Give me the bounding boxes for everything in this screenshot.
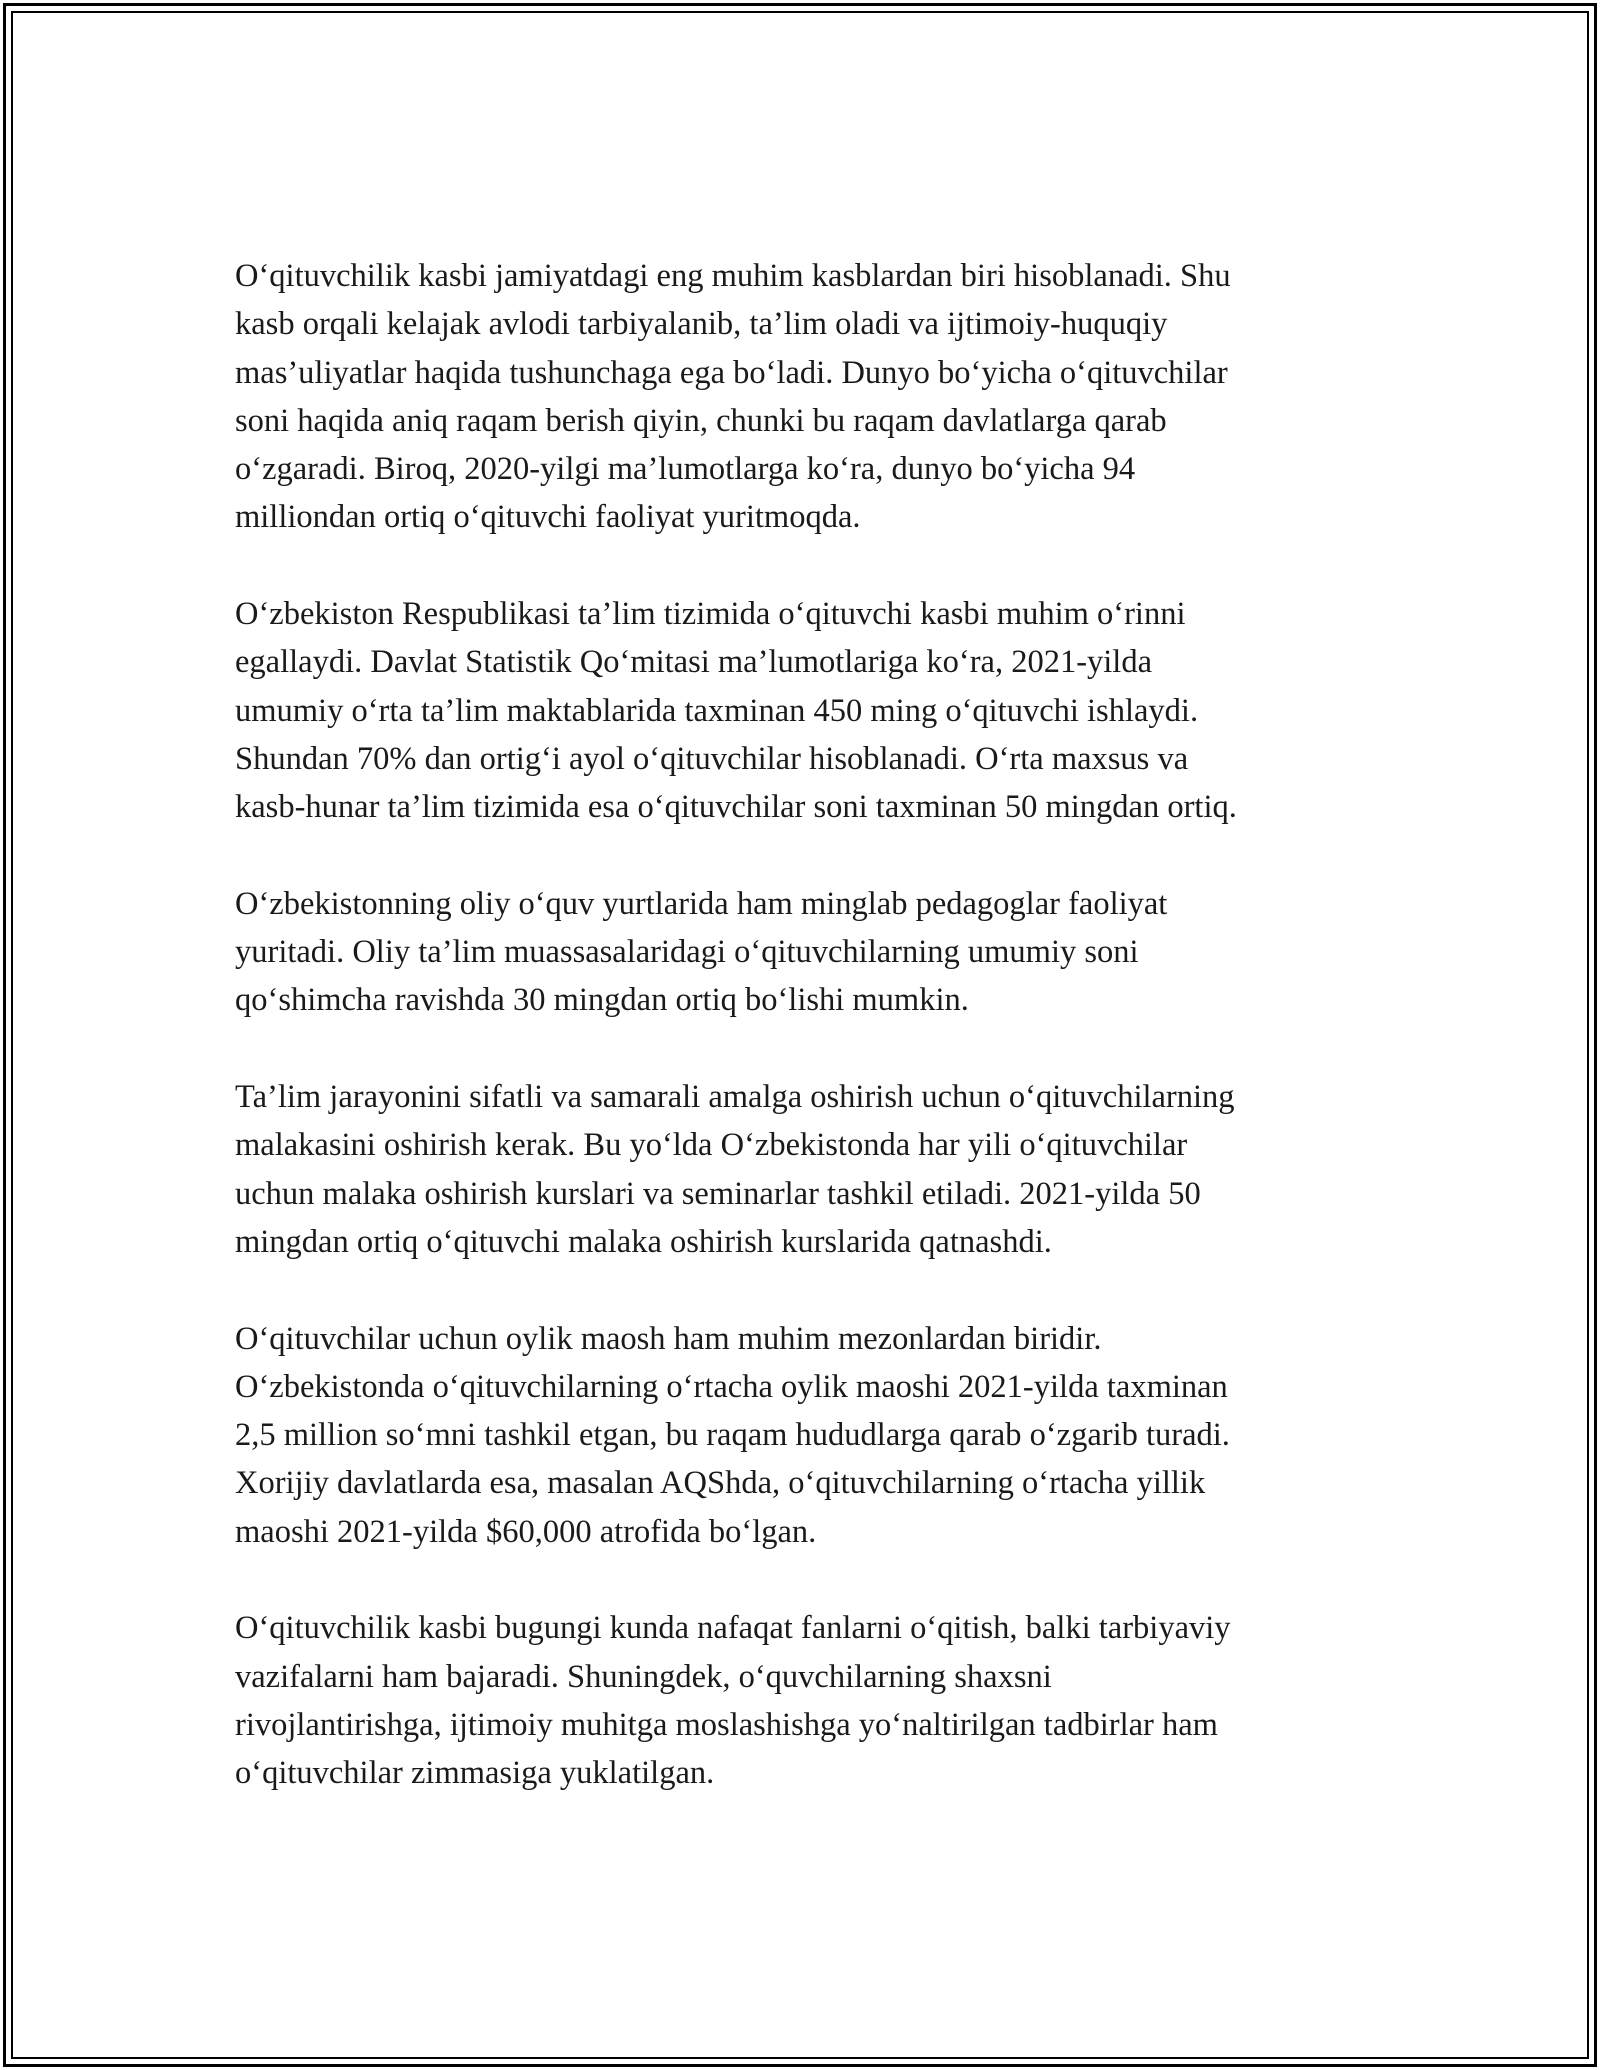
paragraph-duties: Oʻqituvchilik kasbi bugungi kunda nafaqat fanlarni oʻqitish, balki tarbiyaviy vazifalarni ham bajaradi. Shuningdek, oʻquvchilarning shaxsni rivojlantirishga, ijtimoiy muhitga moslashishga yoʻnaltirilgan tadbirlar ham oʻqituvchilar zimmasiga yuklatilgan. xyxy=(235,1610,1231,1792)
paragraph-teachers-worldwide: Oʻqituvchilik kasbi jamiyatdagi eng muhim kasblardan biri hisoblanadi. Shu kasb orqali kelajak avlodi tarbiyalanib, ta’lim oladi va ijtimoiy-huquqiy mas’uliyatlar haqida tushunchaga ega boʻladi. Dunyo boʻyicha oʻqituvchilar soni haqida aniq raqam berish qiyin, chunki bu raqam davlatlarga qarab oʻzgaradi. Biroq, 2020-yilgi ma’lumotlarga koʻra, dunyo boʻyicha 94 milliondan ortiq oʻqituvchi faoliyat yuritmoqda. xyxy=(235,258,1231,536)
paragraph-school-teachers: Oʻzbekiston Respublikasi ta’lim tizimida oʻqituvchi kasbi muhim oʻrinni egallaydi. Davlat Statistik Qoʻmitasi ma’lumotlariga koʻra, 2021-yilda umumiy oʻrta ta’lim maktablarida taxminan 450 ming oʻqituvchi ishlaydi. Shundan 70% dan ortigʻi ayol oʻqituvchilar hisoblanadi. Oʻrta maxsus va kasb-hunar ta’lim tizimida esa oʻqituvchilar soni taxminan 50 mingdan ortiq. xyxy=(235,596,1237,826)
paragraph-higher-education: Oʻzbekistonning oliy oʻquv yurtlarida ham minglab pedagoglar faoliyat yuritadi. Oliy ta’lim muassasalaridagi oʻqituvchilarning umumiy soni qoʻshimcha ravishda 30 mingdan ortiq boʻlishi mumkin. xyxy=(235,885,1168,1019)
document-body xyxy=(235,252,1385,1846)
paragraph-salary: Oʻqituvchilar uchun oylik maosh ham muhim mezonlardan biridir. Oʻzbekistonda oʻqituvchilarning oʻrtacha oylik maoshi 2021-yilda taxminan 2,5 million soʻmni tashkil etgan, bu raqam hududlarga qarab oʻzgarib turadi. Xorijiy davlatlarda esa, masalan AQShda, oʻqituvchilarning oʻrtacha yillik maoshi 2021-yilda $60,000 atrofida boʻlgan. xyxy=(235,1320,1230,1550)
paragraph-qualification: Ta’lim jarayonini sifatli va samarali amalga oshirish uchun oʻqituvchilarning malakasini oshirish kerak. Bu yoʻlda Oʻzbekistonda har yili oʻqituvchilar uchun malaka oshirish kurslari va seminarlar tashkil etiladi. 2021-yilda 50 mingdan ortiq oʻqituvchi malaka oshirish kurslarida qatnashdi. xyxy=(235,1079,1235,1260)
